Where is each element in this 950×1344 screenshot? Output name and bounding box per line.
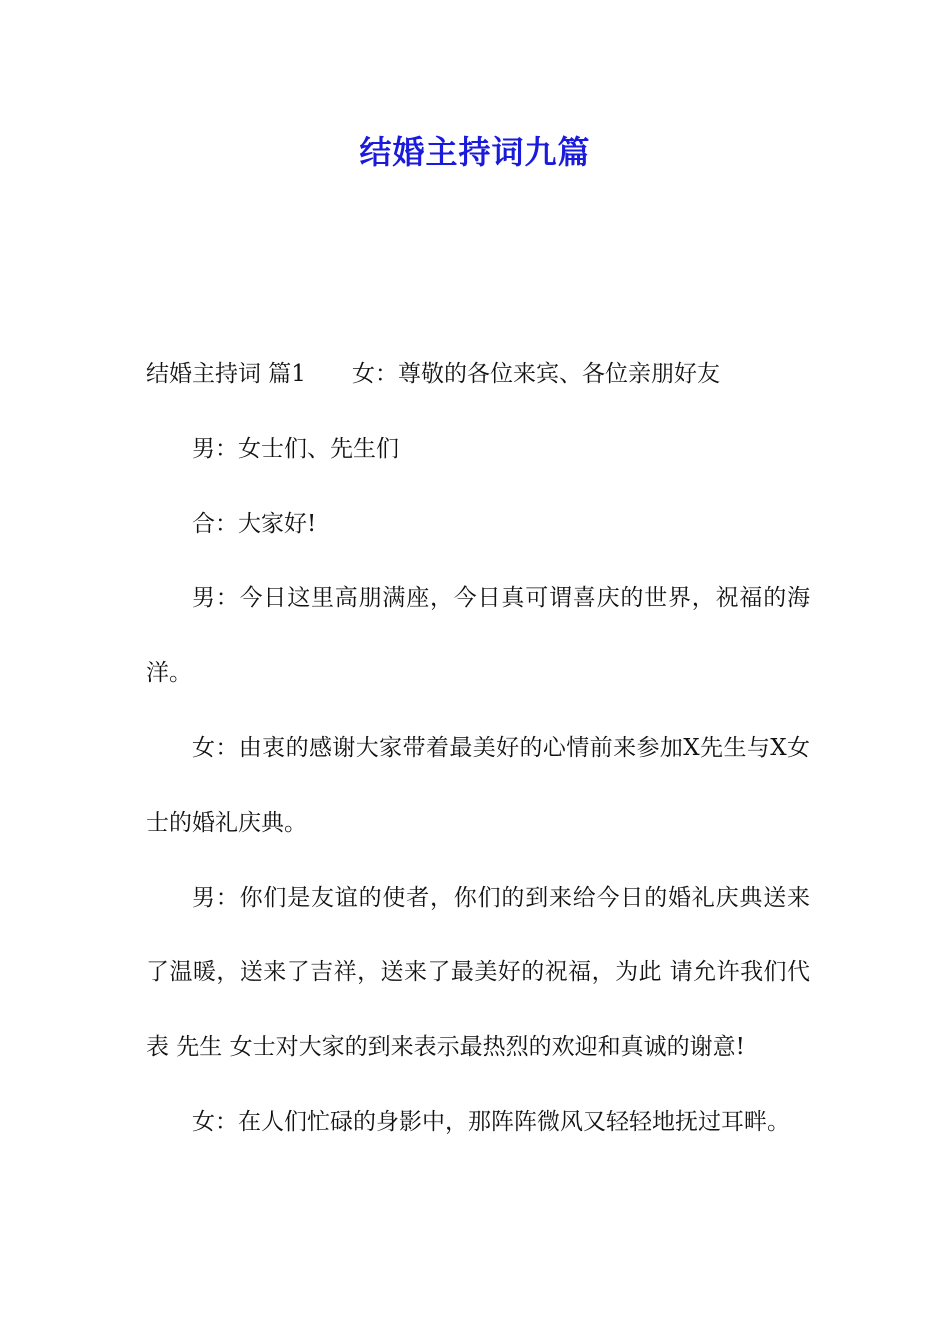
paragraph: 男：今日这里高朋满座，今日真可谓喜庆的世界，祝福的海洋。	[146, 585, 810, 687]
paragraph-text: 女：尊敬的各位来宾、各位亲朋好友	[351, 361, 720, 387]
paragraph: 女：在人们忙碌的身影中，那阵阵微风又轻轻地抚过耳畔。	[192, 1108, 790, 1135]
paragraph: 合：大家好!	[192, 510, 317, 537]
section-heading: 结婚主持词 篇1	[146, 361, 306, 387]
document-title: 结婚主持词九篇	[359, 133, 591, 171]
document-body	[146, 337, 810, 1160]
paragraph: 男：女士们、先生们	[192, 435, 399, 462]
paragraph: 男：你们是友谊的使者，你们的到来给今日的婚礼庆典送来了温暖，送来了吉祥，送来了最美好的祝福，为此 请允许我们代表 先生 女士对大家的到来表示最热烈的欢迎和真诚的谢意!	[146, 884, 810, 1061]
paragraph-heading	[146, 337, 810, 412]
paragraph: 女：由衷的感谢大家带着最美好的心情前来参加X先生与X女士的婚礼庆典。	[146, 734, 810, 836]
